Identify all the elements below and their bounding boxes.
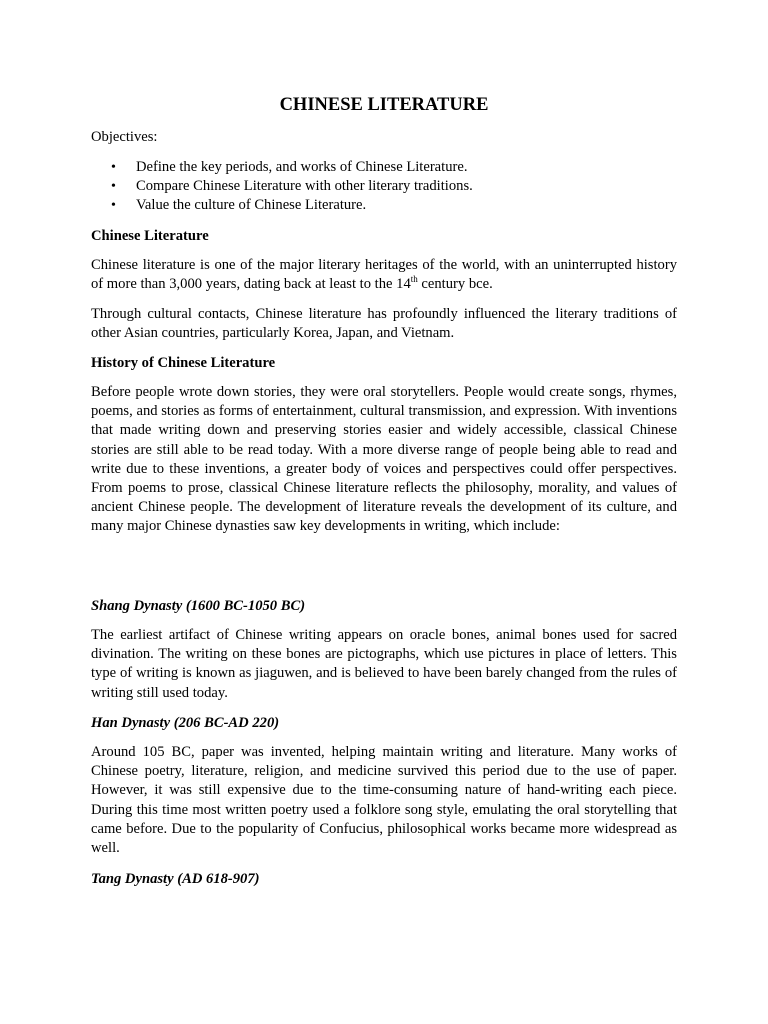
bullet-icon: • xyxy=(111,179,116,195)
objective-text: Compare Chinese Literature with other literary traditions. xyxy=(136,178,473,195)
objectives-label: Objectives: xyxy=(91,129,158,145)
bullet-icon: • xyxy=(111,160,116,175)
list-item xyxy=(91,158,677,177)
paragraph-han: Around 105 BC, paper was invented, helping maintain writing and literature. Many works of Chinese poetry, literature, religion, and medicine survived this period due to the use of paper. However, it was still expensive due to the time-consuming nature of hand-writing each piece. During this time most written poetry used a folklore song style, emulating the oral storytelling that came before. Due to the popularity of Confucius, philosophical works became more widespread as well. xyxy=(91,744,677,857)
list-item xyxy=(91,177,677,196)
objective-text: Value the culture of Chinese Literature. xyxy=(136,197,367,214)
paragraph-shang: The earliest artifact of Chinese writing appears on oracle bones, animal bones used for sacred divination. The writing on these bones are pictographs, which use pictures in place of letters. This type of writing is known as jiaguwen, and is believed to have been barely changed from the rules of writing still used today. xyxy=(91,627,677,701)
ordinal-suffix: th xyxy=(410,274,418,285)
section-heading-history: History of Chinese Literature xyxy=(91,355,276,371)
heading-shang-dynasty: Shang Dynasty (1600 BC-1050 BC) xyxy=(91,598,306,614)
objectives-list xyxy=(91,158,677,216)
paragraph-intro xyxy=(91,256,677,294)
list-item xyxy=(91,196,677,215)
paragraph-text: Chinese literature is one of the major literary heritages of the world, with an uninterrupted history of more than 3,000 years, dating back at least to the 14 xyxy=(91,257,677,293)
paragraph-influence: Through cultural contacts, Chinese literature has profoundly influenced the literary traditions of other Asian countries, particularly Korea, Japan, and Vietnam. xyxy=(91,306,677,342)
paragraph-text: century bce. xyxy=(417,276,493,293)
section-heading-chinese-literature: Chinese Literature xyxy=(91,228,209,244)
paragraph-history: Before people wrote down stories, they were oral storytellers. People would create songs, rhymes, poems, and stories as forms of entertainment, cultural transmission, and expression. With inventions that made writing down and preserving stories easier and widely accessible, classical Chinese stories are still able to be read today. With a more diverse range of people being able to read and write due to these inventions, a greater body of voices and perspectives could offer perspectives. From poems to prose, classical Chinese literature reflects the philosophy, morality, and values of ancient Chinese people. The development of literature reveals the development of its culture, and many major Chinese dynasties saw key developments in writing, which include: xyxy=(91,384,677,535)
document-title: CHINESE LITERATURE xyxy=(279,95,489,115)
bullet-icon: • xyxy=(111,198,116,214)
objective-text: Define the key periods, and works of Chinese Literature. xyxy=(136,159,468,175)
heading-tang-dynasty: Tang Dynasty (AD 618-907) xyxy=(91,871,260,887)
heading-han-dynasty: Han Dynasty (206 BC-AD 220) xyxy=(91,715,280,731)
